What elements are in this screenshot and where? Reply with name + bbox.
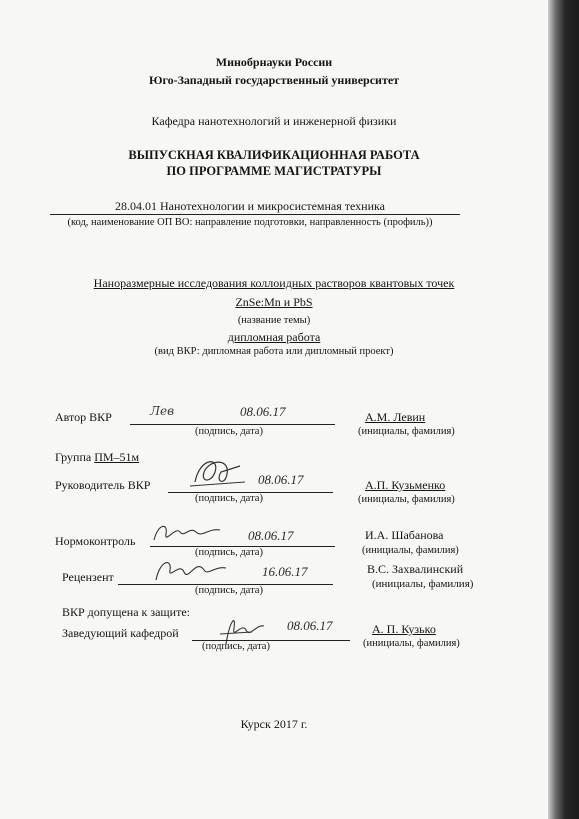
normcontrol-sign-caption: (подпись, дата) — [195, 547, 263, 558]
reviewer-name: В.С. Захвалинский — [367, 562, 464, 576]
normcontrol-date: 08.06.17 — [248, 528, 294, 543]
admission-text: ВКР допущена к защите: — [62, 605, 190, 619]
document-title-line2: ПО ПРОГРАММЕ МАГИСТРАТУРЫ — [166, 164, 382, 178]
head-name: А. П. Кузько — [372, 622, 436, 636]
program-underline — [50, 214, 460, 215]
author-name-caption: (инициалы, фамилия) — [358, 426, 455, 437]
head-sign-caption: (подпись, дата) — [202, 641, 270, 652]
topic-caption: (название темы) — [237, 315, 311, 326]
head-label: Заведующий кафедрой — [62, 626, 179, 640]
author-label: Автор ВКР — [55, 410, 112, 424]
supervisor-name: А.П. Кузьменко — [365, 478, 446, 492]
supervisor-date: 08.06.17 — [258, 472, 304, 487]
normcontrol-name: И.А. Шабанова — [365, 528, 444, 542]
reviewer-date: 16.06.17 — [262, 564, 308, 579]
supervisor-sign-caption: (подпись, дата) — [195, 493, 263, 504]
normcontrol-signature — [150, 518, 225, 548]
group-value: ПМ–51м — [94, 450, 140, 464]
head-date: 08.06.17 — [287, 618, 333, 633]
supervisor-name-caption: (инициалы, фамилия) — [358, 494, 455, 505]
author-signature: Лев — [150, 404, 175, 418]
topic-line1: Наноразмерные исследования коллоидных растворов квантовых точек — [93, 276, 455, 290]
normcontrol-name-caption: (инициалы, фамилия) — [362, 545, 459, 556]
reviewer-signature — [150, 552, 230, 588]
head-name-caption: (инициалы, фамилия) — [363, 638, 460, 649]
author-sign-line — [130, 424, 335, 425]
author-name: А.М. Левин — [365, 410, 426, 424]
program-caption: (код, наименование ОП ВО: направление подготовки, направленность (профиль)) — [67, 217, 433, 228]
supervisor-label: Руководитель ВКР — [55, 478, 151, 492]
binding-edge — [548, 0, 579, 819]
author-date: 08.06.17 — [240, 404, 286, 419]
reviewer-name-caption: (инициалы, фамилия) — [372, 578, 474, 590]
reviewer-sign-caption: (подпись, дата) — [195, 585, 263, 596]
document-title-line1: ВЫПУСКНАЯ КВАЛИФИКАЦИОННАЯ РАБОТА — [128, 148, 420, 162]
work-type-value: дипломная работа — [227, 330, 321, 344]
ministry-name: Минобрнауки России — [215, 55, 333, 69]
work-type-caption: (вид ВКР: дипломная работа или дипломный проект) — [154, 346, 394, 357]
normcontrol-label: Нормоконтроль — [55, 534, 136, 548]
supervisor-signature — [185, 452, 250, 494]
topic-line2: ZnSe:Mn и PbS — [235, 295, 313, 309]
group-label: Группа — [55, 450, 92, 464]
university-name: Юго-Западный государственный университет — [148, 73, 400, 87]
reviewer-label: Рецензент — [62, 570, 114, 584]
program-value: 28.04.01 Нанотехнологии и микросистемная техника — [115, 199, 385, 213]
author-sign-caption: (подпись, дата) — [195, 426, 263, 437]
department-name: Кафедра нанотехнологий и инженерной физики — [151, 114, 397, 128]
city-year: Курск 2017 г. — [240, 717, 308, 731]
